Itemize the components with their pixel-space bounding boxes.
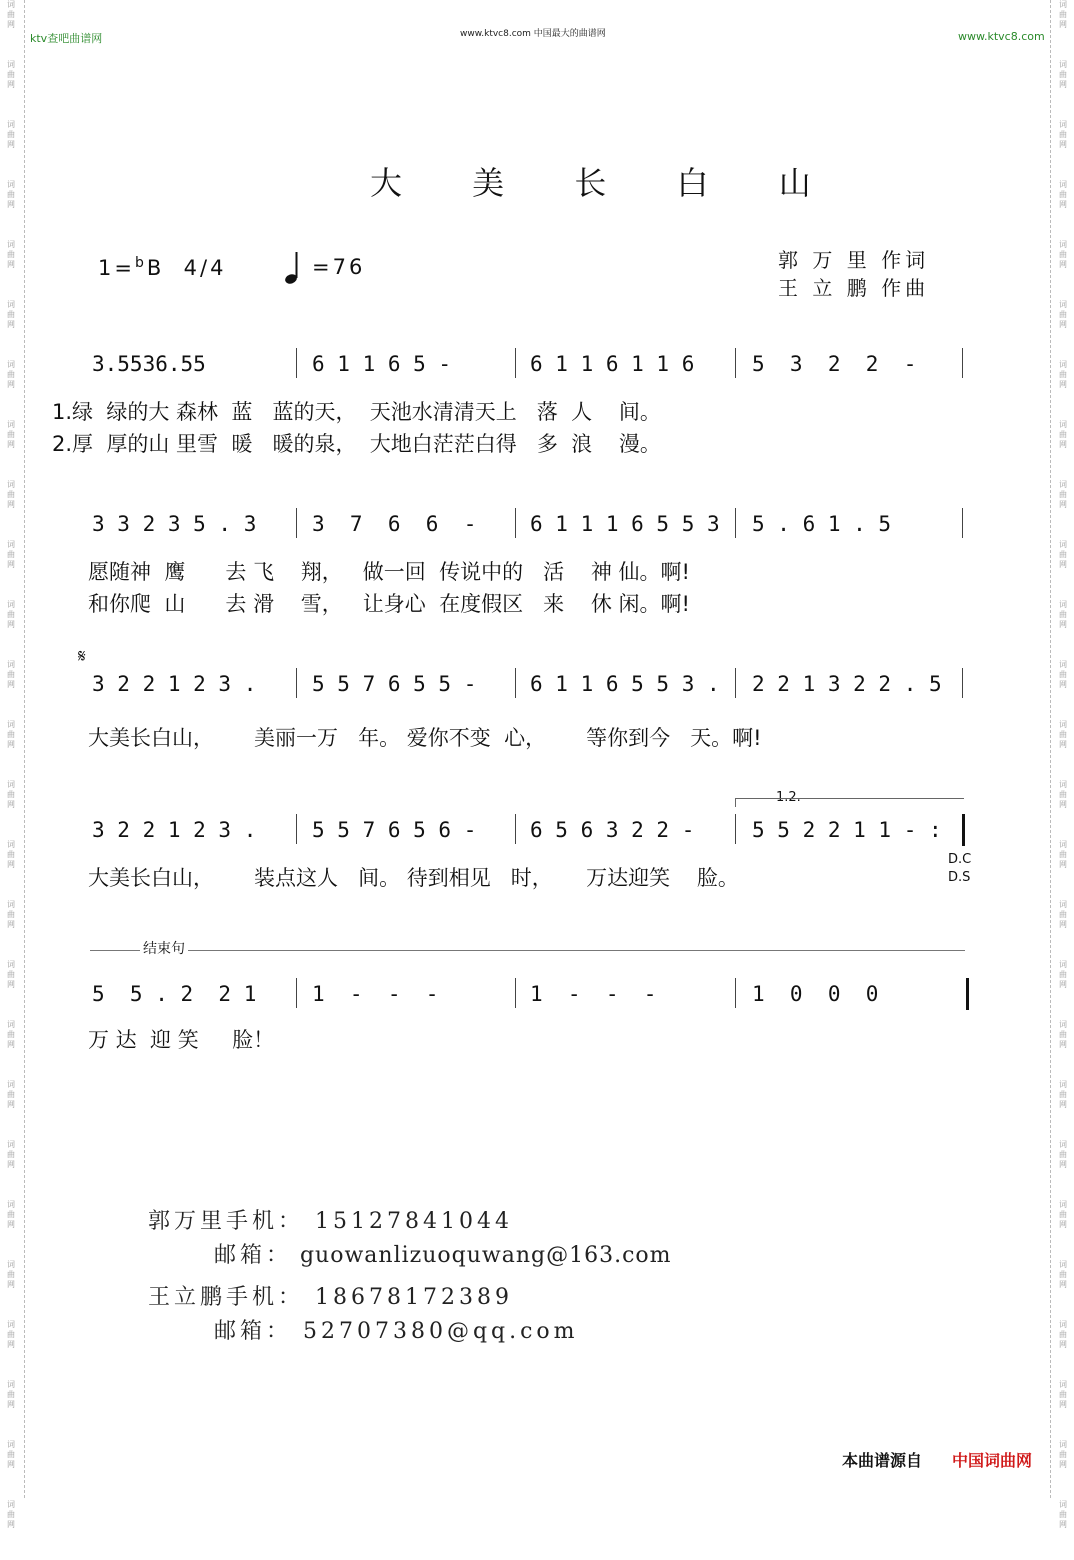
barline <box>735 348 736 378</box>
site-header-center: www.ktvc8.com 中国最大的曲谱网 <box>460 29 606 39</box>
barline <box>735 814 736 844</box>
site-link-right[interactable]: www.ktvc8.com <box>958 30 1045 43</box>
barline <box>962 348 963 378</box>
left-margin-border <box>24 0 25 1498</box>
barline <box>296 668 297 698</box>
lyric-verse-1-line-1: 1.绿 绿的大 森林 蓝 蓝的天， 天池水清清天上 落 人 间。 <box>52 400 661 424</box>
right-margin-border <box>1050 0 1051 1498</box>
measure-3-1: 3 2 2 1 2 3 . <box>92 672 257 696</box>
barline <box>515 814 516 844</box>
measure-5-4: 1 0 0 0 <box>752 982 879 1006</box>
ending-bracket <box>90 950 965 951</box>
measure-4-3: 6 5 6 3 2 2 - <box>530 818 695 842</box>
measure-1-3: 6 1 1 6 1 1 6 <box>530 352 695 376</box>
measure-5-1: 5 5 . 2 2 1 <box>92 982 257 1006</box>
measure-2-3: 6 1 1 1 6 5 5 3 <box>530 512 720 536</box>
measure-2-1: 3 3 2 3 5 . 3 <box>92 512 257 536</box>
wm-right: 词 曲 网 词 曲 网 词 曲 网 词 曲 网 词 曲 网 词 曲 网 词 曲 网 词 曲 网 词 曲 网 词 曲 网 词 曲 网 词 曲 网 词 曲 网 词 曲 网 词 曲 网 词 曲 网 词 曲 网 词 曲 网 词 曲 网 词 曲 网 词 曲 网 词 曲 网 词 曲 网 词 曲 网 词 曲 网 词 曲 网 <box>1059 0 1067 1529</box>
measure-2-2: 3 7 6 6 - <box>312 512 477 536</box>
measure-4-4: 5 5 2 2 1 1 - : <box>752 818 942 842</box>
lyric-verse-2-line-2: 和你爬 山 去 滑 雪， 让身心 在度假区 来 休 闲。啊! <box>88 592 690 616</box>
measure-2-4: 5 . 6 1 . 5 <box>752 512 892 536</box>
barline <box>735 978 736 1008</box>
contact-lyricist-phone: 郭万里手机： 15127841044 <box>148 1209 513 1234</box>
barline <box>515 978 516 1008</box>
contact-composer-phone: 王立鹏手机： 18678172389 <box>148 1285 513 1310</box>
measure-1-4: 5 3 2 2 - <box>752 352 917 376</box>
barline <box>296 814 297 844</box>
measure-1-2: 6 1 1 6 5 - <box>312 352 452 376</box>
final-barline <box>966 978 969 1010</box>
time-signature: 4/4 <box>183 256 227 280</box>
barline <box>296 348 297 378</box>
repeat-barline <box>962 814 965 846</box>
measure-4-1: 3 2 2 1 2 3 . <box>92 818 257 842</box>
barline <box>515 508 516 538</box>
dc-marking: D.C <box>948 852 972 867</box>
measure-5-2: 1 - - - <box>312 982 439 1006</box>
segno-sign: 𝄋 <box>78 646 86 667</box>
barline <box>296 978 297 1008</box>
ds-marking: D.S <box>948 870 971 885</box>
measure-3-3: 6 1 1 6 5 5 3 . <box>530 672 720 696</box>
key-signature: 1=$^b$B 4/4 <box>98 255 227 280</box>
composer-credit: 王 立 鹏 作曲 <box>778 276 930 300</box>
lyric-chorus-line-1: 大美长白山， 美丽一万 年。 爱你不变 心， 等你到今 天。啊! <box>88 726 762 750</box>
volta-bracket-label: 1.2. <box>776 790 801 805</box>
measure-3-2: 5 5 7 6 5 5 - <box>312 672 477 696</box>
lyric-verse-1-line-2: 愿随神 鹰 去 飞 翔， 做一回 传说中的 活 神 仙。啊! <box>88 560 690 584</box>
measure-1-1: 3.5536.55 <box>92 352 206 376</box>
footer-site-link[interactable]: 中国词曲网 <box>952 1451 1033 1470</box>
lyricist-credit: 郭 万 里 作词 <box>778 248 930 272</box>
site-link-left[interactable]: ktv查吧曲谱网 <box>30 32 103 45</box>
barline <box>962 668 963 698</box>
measure-5-3: 1 - - - <box>530 982 657 1006</box>
barline <box>735 668 736 698</box>
contact-lyricist-email: 邮箱： guowanlizuoquwang@163.com <box>148 1243 672 1268</box>
barline <box>735 508 736 538</box>
lyric-ending: 万 达 迎 笑 脸！ <box>88 1028 275 1052</box>
song-title: 大 美 长 白 山 <box>370 164 841 202</box>
quarter-note-icon <box>284 250 304 286</box>
lyric-chorus-line-2: 大美长白山， 装点这人 间。 待到相见 时， 万达迎笑 脸。 <box>88 866 739 890</box>
measure-4-2: 5 5 7 6 5 6 - <box>312 818 477 842</box>
wm-left: 词 曲 网 词 曲 网 词 曲 网 词 曲 网 词 曲 网 词 曲 网 词 曲 网 词 曲 网 词 曲 网 词 曲 网 词 曲 网 词 曲 网 词 曲 网 词 曲 网 词 曲 网 词 曲 网 词 曲 网 词 曲 网 词 曲 网 词 曲 网 词 曲 网 词 曲 网 词 曲 网 词 曲 网 词 曲 网 词 曲 网 <box>7 0 15 1529</box>
barline <box>962 508 963 538</box>
volta-bracket <box>735 798 964 807</box>
measure-3-4: 2 2 1 3 2 2 . 5 <box>752 672 942 696</box>
tempo-marking: =76 <box>312 255 366 279</box>
ending-label: 结束句 <box>140 938 188 958</box>
contact-composer-email: 邮箱： 52707380@qq.com <box>148 1319 579 1344</box>
barline <box>296 508 297 538</box>
barline <box>515 348 516 378</box>
barline <box>515 668 516 698</box>
footer-source-label: 本曲谱源自 <box>842 1451 923 1470</box>
lyric-verse-2-line-1: 2.厚 厚的山 里雪 暖 暖的泉， 大地白茫茫白得 多 浪 漫。 <box>52 432 661 456</box>
